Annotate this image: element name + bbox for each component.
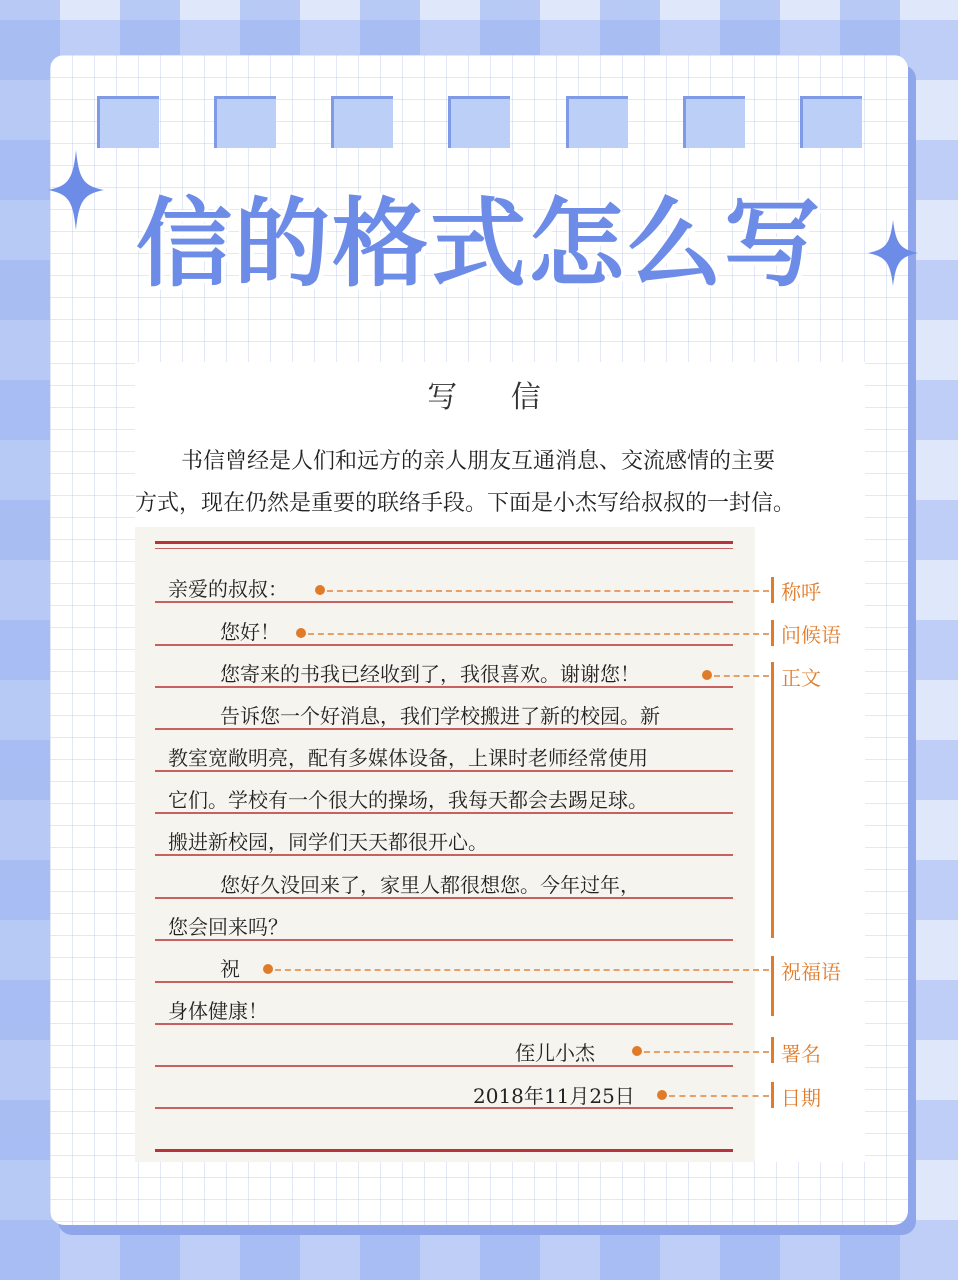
textbook-page [135,362,865,1162]
decor-square [214,96,276,148]
letter-wish: 祝 [220,957,240,981]
bracket-bar [771,1082,774,1108]
letter-wish-line: 身体健康！ [168,999,268,1023]
rule-line [155,981,733,983]
bracket-bar [771,620,774,646]
rule-line [155,1065,733,1067]
letter-body-line: 教室宽敞明亮，配有多媒体设备，上课时老师经常使用 [168,746,648,770]
label-body: 正文 [781,666,821,690]
rule-line [155,1107,733,1109]
letter-body-line: 您寄来的书我已经收到了，我很喜欢。谢谢您！ [220,662,640,686]
label-greeting: 问候语 [781,623,841,647]
letter-body-line: 您会回来吗？ [168,915,288,939]
bracket-bar [771,577,774,603]
bracket-bar [771,956,774,1016]
letter-date: 2018年11月25日 [473,1084,635,1108]
letter-body-line: 告诉您一个好消息，我们学校搬进了新的校园。新 [220,704,660,728]
decor-square [566,96,628,148]
leader-line [275,969,769,971]
marker-dot [702,670,712,680]
marker-dot [632,1046,642,1056]
bracket-bar [771,1037,774,1063]
letter-body-line: 搬进新校园，同学们天天都很开心。 [168,830,488,854]
label-signature: 署名 [781,1042,821,1066]
leader-line [714,675,769,677]
intro-line: 方式，现在仍然是重要的联络手段。下面是小杰写给叔叔的一封信。 [135,491,796,516]
leader-line [669,1095,769,1097]
letter-signature: 侄儿小杰 [515,1041,595,1065]
label-date: 日期 [781,1086,821,1110]
marker-dot [315,585,325,595]
decor-square [448,96,510,148]
letter-salutation: 亲爱的叔叔： [168,577,288,601]
rule-line [155,1149,733,1152]
marker-dot [657,1090,667,1100]
label-salutation: 称呼 [781,580,821,604]
leader-line [308,633,769,635]
leader-line [327,590,769,592]
leader-line [644,1051,769,1053]
decor-square [331,96,393,148]
label-blessing: 祝福语 [781,960,841,984]
decor-square [683,96,745,148]
intro-line: 书信曾经是人们和远方的亲人朋友互通消息、交流感情的主要 [181,449,776,474]
section-title: 写 信 [427,380,563,415]
decor-square [800,96,862,148]
letter-paper [135,527,755,1162]
rule-line [155,548,733,549]
letter-greeting: 您好！ [220,620,280,644]
bracket-bar [771,662,774,938]
marker-dot [263,964,273,974]
decor-square [97,96,159,148]
rule-line [155,541,733,544]
page-title: 信的格式怎么写 [136,188,822,300]
marker-dot [296,628,306,638]
letter-body-line: 它们。学校有一个很大的操场，我每天都会去踢足球。 [168,788,648,812]
letter-body-line: 您好久没回来了，家里人都很想您。今年过年， [220,873,640,897]
